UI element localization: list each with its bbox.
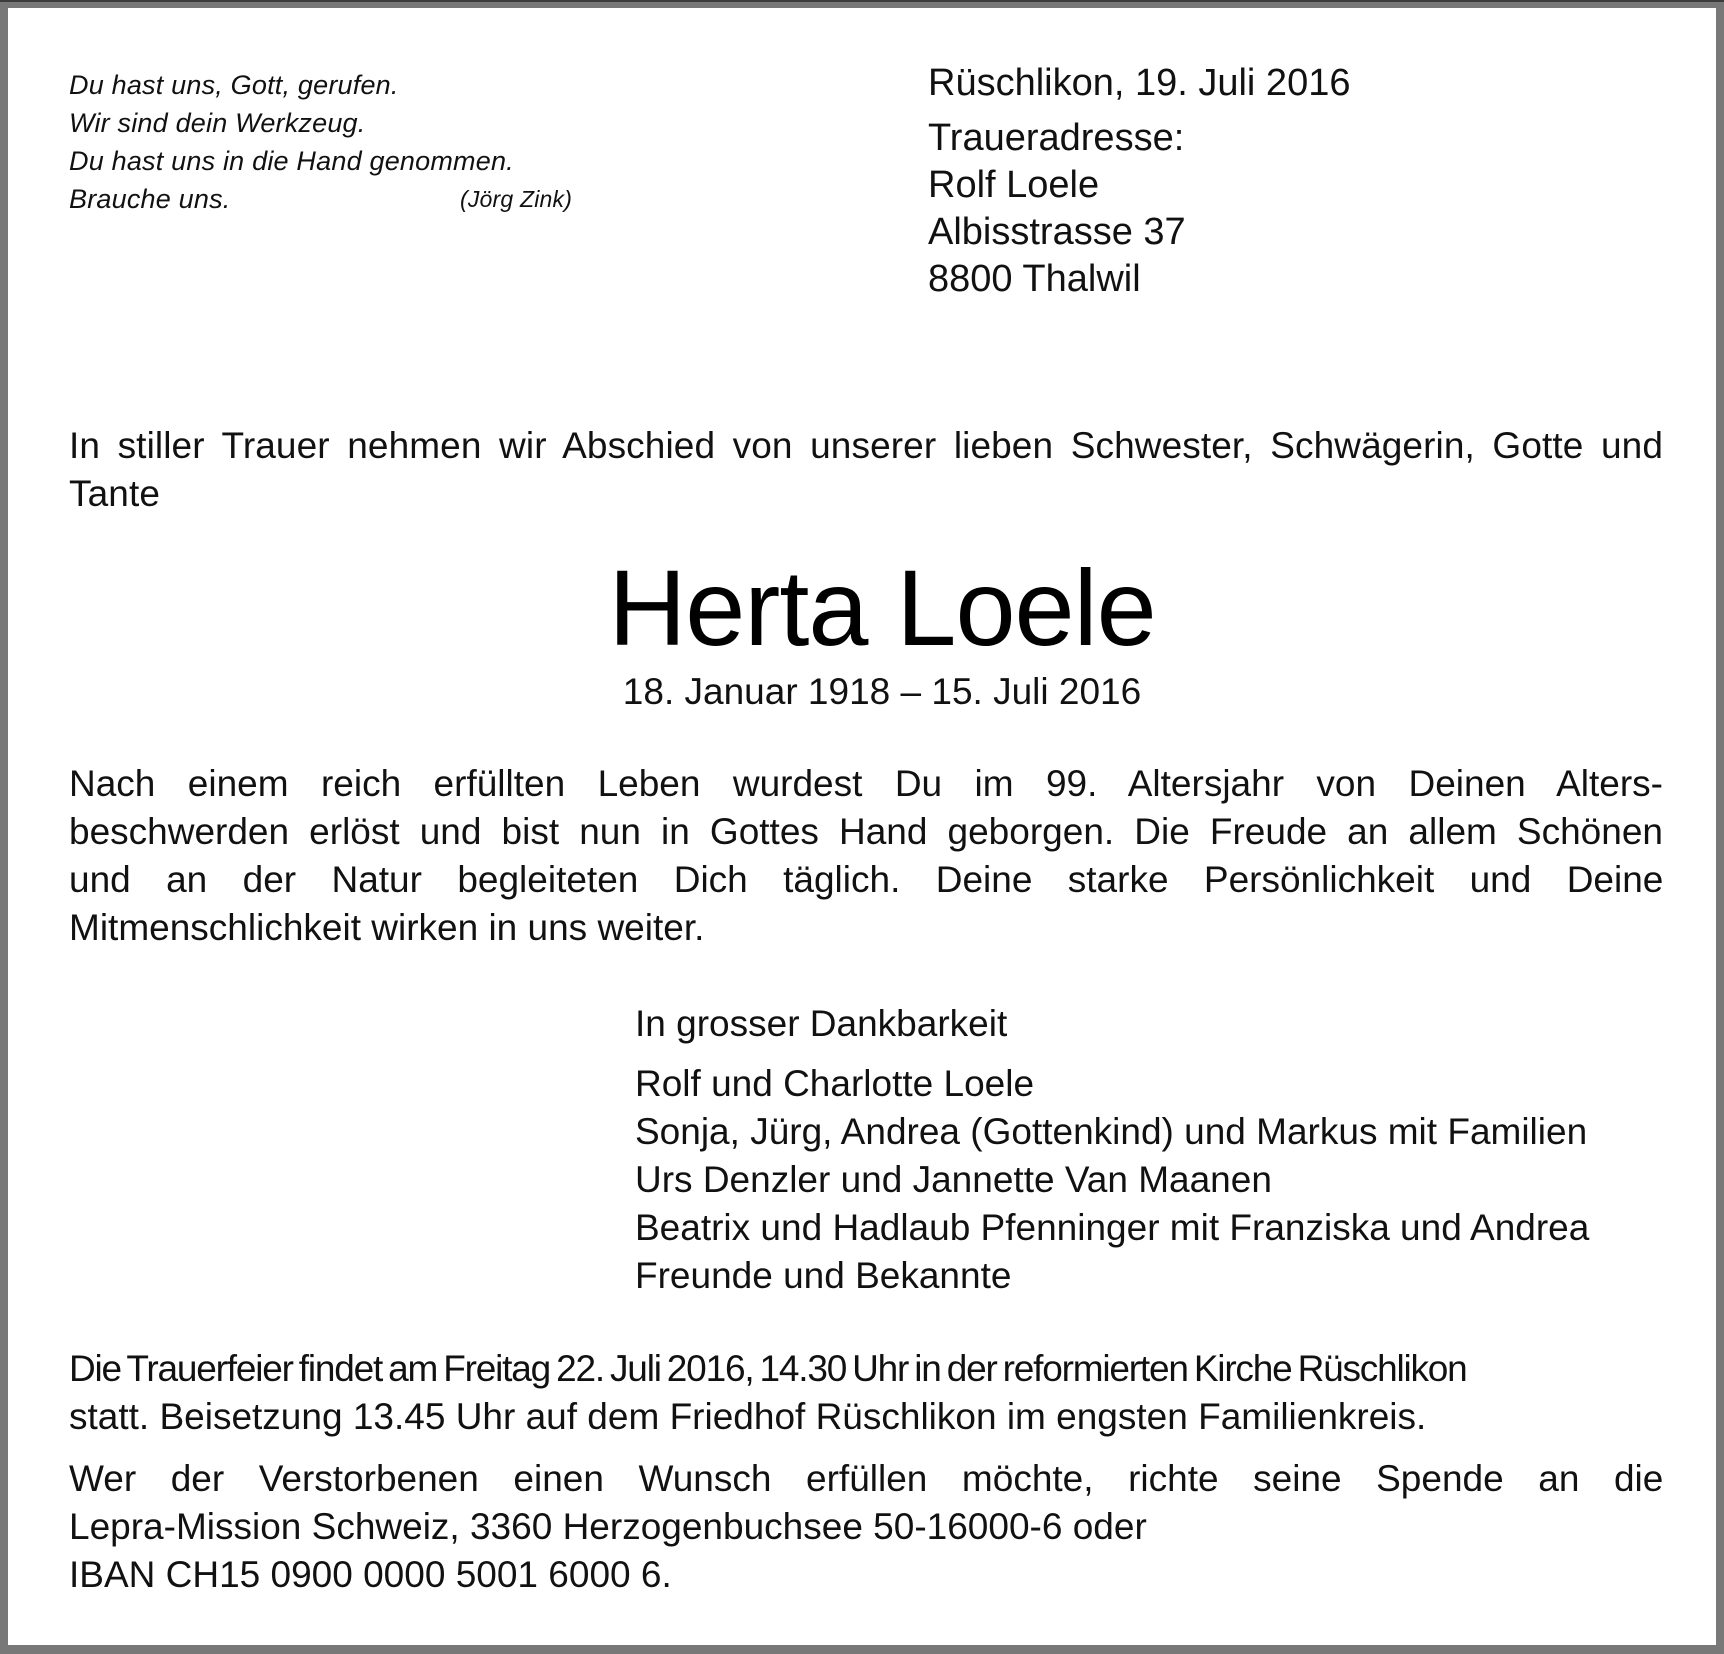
life-dates: 18. Januar 1918 – 15. Juli 2016 xyxy=(622,671,1142,712)
quote-line: Wir sind dein Werkzeug. xyxy=(69,108,366,138)
address-line: Rolf Loele xyxy=(928,164,1100,206)
mourner-line: Freunde und Bekannte xyxy=(635,1255,1012,1296)
epigraph-quote xyxy=(69,66,573,218)
quote-line: Du hast uns in die Hand genommen. xyxy=(69,146,514,176)
mourner-line: Beatrix und Hadlaub Pfenninger mit Franziska und Andrea xyxy=(635,1207,1590,1248)
tribute-line: beschwerden erlöst und bist nun in Gottes Hand geborgen. Die Freude an allem Schönen xyxy=(69,811,1663,852)
donation-line: Wer der Verstorbenen einen Wunsch erfüllen möchte, richte seine Spende an die xyxy=(69,1458,1664,1499)
deceased-name: Herta Loele xyxy=(608,547,1156,668)
signature-block xyxy=(635,1000,1589,1300)
funeral-details xyxy=(69,1345,1663,1441)
mourner-line: Sonja, Jürg, Andrea (Gottenkind) und Markus mit Familien xyxy=(635,1111,1588,1152)
address-line: 8800 Thalwil xyxy=(928,258,1141,300)
quote-line: Brauche uns. xyxy=(69,184,231,214)
obituary-page xyxy=(8,8,1716,1645)
thanks-line: In grosser Dankbarkeit xyxy=(635,1003,1008,1044)
donation-line: Lepra-Mission Schweiz, 3360 Herzogenbuchsee 50-16000-6 oder xyxy=(69,1506,1147,1547)
frame-top-edge xyxy=(0,0,1724,2)
mourner-line: Urs Denzler und Jannette Van Maanen xyxy=(635,1159,1272,1200)
address-label: Traueradresse: xyxy=(928,117,1185,159)
quote-line: Du hast uns, Gott, gerufen. xyxy=(69,70,399,100)
donation-details xyxy=(69,1455,1663,1599)
mourner-line: Rolf und Charlotte Loele xyxy=(635,1063,1035,1104)
funeral-line: statt. Beisetzung 13.45 Uhr auf dem Friedhof Rüschlikon im engsten Familienkreis. xyxy=(69,1396,1427,1437)
quote-attribution: (Jörg Zink) xyxy=(460,186,573,212)
address-line: Albisstrasse 37 xyxy=(928,211,1186,253)
tribute-line: und an der Natur begleiteten Dich täglich. Deine starke Persönlichkeit und Deine xyxy=(69,859,1664,900)
tribute-line: Nach einem reich erfüllten Leben wurdest Du im 99. Altersjahr von Deinen Alters- xyxy=(69,763,1663,804)
funeral-line: Die Trauerfeier findet am Freitag 22. Juli 2016, 14.30 Uhr in der reformierten Kirche Rüschlikon xyxy=(69,1348,1467,1389)
donation-iban: IBAN CH15 0900 0000 5001 6000 6. xyxy=(69,1554,672,1595)
mourning-address-block xyxy=(928,60,1350,303)
place-and-date: Rüschlikon, 19. Juli 2016 xyxy=(928,62,1351,104)
tribute-line: Mitmenschlichkeit wirken in uns weiter. xyxy=(69,907,705,948)
intro-paragraph: In stiller Trauer nehmen wir Abschied von unserer lieben Schwester, Schwägerin, Gotte und Tante xyxy=(69,425,1663,514)
tribute-paragraph xyxy=(69,760,1663,952)
